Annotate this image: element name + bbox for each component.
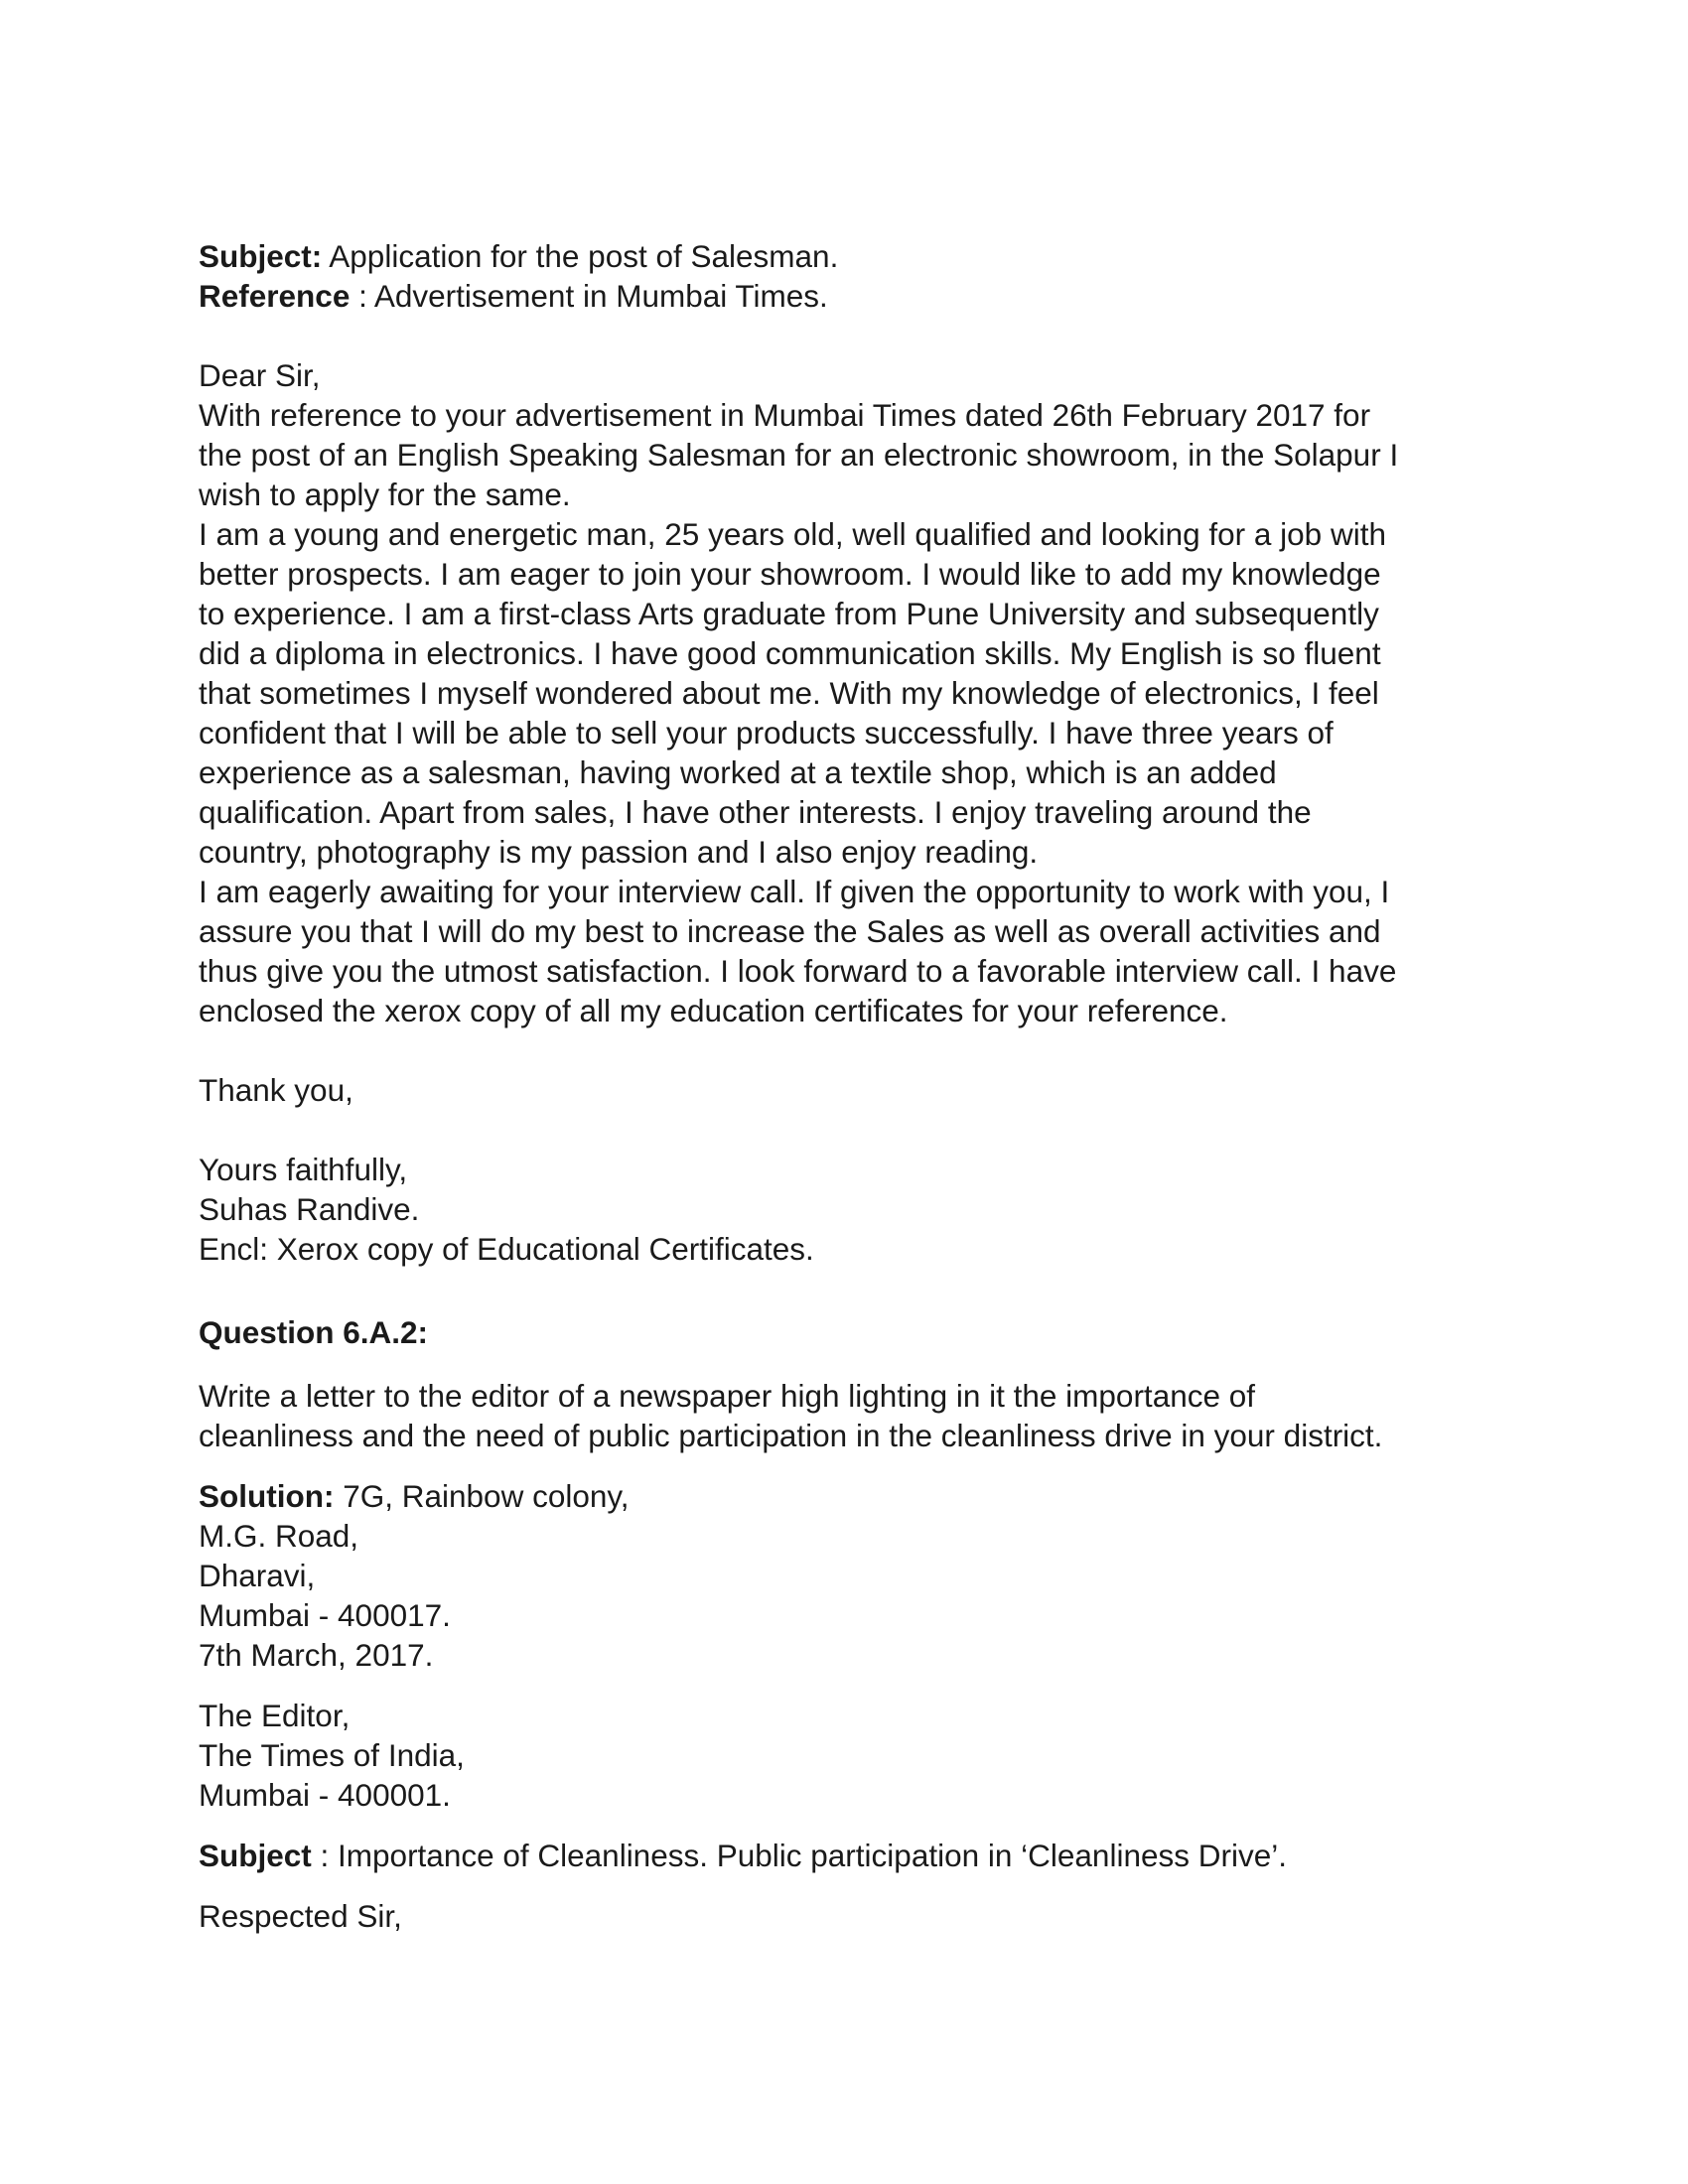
solution-subject-label: Subject bbox=[199, 1838, 312, 1873]
date-line: 7th March, 2017. bbox=[199, 1637, 434, 1673]
solution-label: Solution: bbox=[199, 1478, 335, 1514]
address-line: M.G. Road, bbox=[199, 1518, 359, 1554]
solution-subject-text: : Importance of Cleanliness. Public participation in ‘Cleanliness Drive’. bbox=[311, 1838, 1287, 1873]
recipient-line: The Editor, bbox=[199, 1698, 351, 1733]
body-line: enclosed the xerox copy of all my education certificates for your reference. bbox=[199, 993, 1228, 1028]
body-line: country, photography is my passion and I also enjoy reading. bbox=[199, 834, 1039, 870]
recipient-line: The Times of India, bbox=[199, 1737, 465, 1773]
body-line: wish to apply for the same. bbox=[199, 477, 571, 512]
address-line: Mumbai - 400017. bbox=[199, 1597, 451, 1633]
subject-label: Subject: bbox=[199, 238, 323, 274]
body-line: thus give you the utmost satisfaction. I look forward to a favorable interview call. I have bbox=[199, 953, 1397, 989]
body-line: confident that I will be able to sell your products successfully. I have three years of bbox=[199, 715, 1334, 751]
question-line: Write a letter to the editor of a newspaper high lighting in it the importance of bbox=[199, 1378, 1256, 1414]
question-line: cleanliness and the need of public participation in the cleanliness drive in your district. bbox=[199, 1418, 1383, 1453]
body-line: I am a young and energetic man, 25 years old, well qualified and looking for a job with bbox=[199, 516, 1386, 552]
reference-label: Reference bbox=[199, 278, 351, 314]
letter1-body bbox=[199, 395, 1489, 1030]
body-line: With reference to your advertisement in Mumbai Times dated 26th February 2017 for bbox=[199, 397, 1371, 433]
address-line: Dharavi, bbox=[199, 1558, 316, 1593]
document-page bbox=[199, 236, 1489, 1936]
letter1-thanks: Thank you, bbox=[199, 1072, 353, 1108]
letter1-reference bbox=[199, 276, 1489, 316]
solution-salutation: Respected Sir, bbox=[199, 1898, 402, 1934]
recipient-line: Mumbai - 400001. bbox=[199, 1777, 451, 1813]
body-line: assure you that I will do my best to increase the Sales as well as overall activities and bbox=[199, 913, 1381, 949]
solution-address-first bbox=[199, 1476, 1489, 1516]
body-line: did a diploma in electronics. I have good communication skills. My English is so fluent bbox=[199, 635, 1381, 671]
letter1-closing: Yours faithfully, bbox=[199, 1152, 408, 1187]
reference-text: : Advertisement in Mumbai Times. bbox=[350, 278, 828, 314]
letter1-salutation: Dear Sir, bbox=[199, 357, 321, 393]
letter1-subject bbox=[199, 236, 1489, 276]
body-line: I am eagerly awaiting for your interview call. If given the opportunity to work with you, I bbox=[199, 874, 1390, 909]
solution-subject bbox=[199, 1836, 1489, 1875]
body-line: to experience. I am a first-class Arts graduate from Pune University and subsequently bbox=[199, 596, 1379, 631]
body-line: that sometimes I myself wondered about me. With my knowledge of electronics, I feel bbox=[199, 675, 1379, 711]
letter1-signature: Suhas Randive. bbox=[199, 1191, 420, 1227]
body-line: better prospects. I am eager to join your showroom. I would like to add my knowledge bbox=[199, 556, 1381, 592]
letter1-enclosure: Encl: Xerox copy of Educational Certificates. bbox=[199, 1231, 814, 1267]
subject-text: Application for the post of Salesman. bbox=[322, 238, 839, 274]
address-line: 7G, Rainbow colony, bbox=[334, 1478, 630, 1514]
body-line: qualification. Apart from sales, I have other interests. I enjoy traveling around the bbox=[199, 794, 1312, 830]
body-line: experience as a salesman, having worked at a textile shop, which is an added bbox=[199, 754, 1277, 790]
question-heading: Question 6.A.2: bbox=[199, 1314, 429, 1350]
body-line: the post of an English Speaking Salesman for an electronic showroom, in the Solapur I bbox=[199, 437, 1399, 473]
